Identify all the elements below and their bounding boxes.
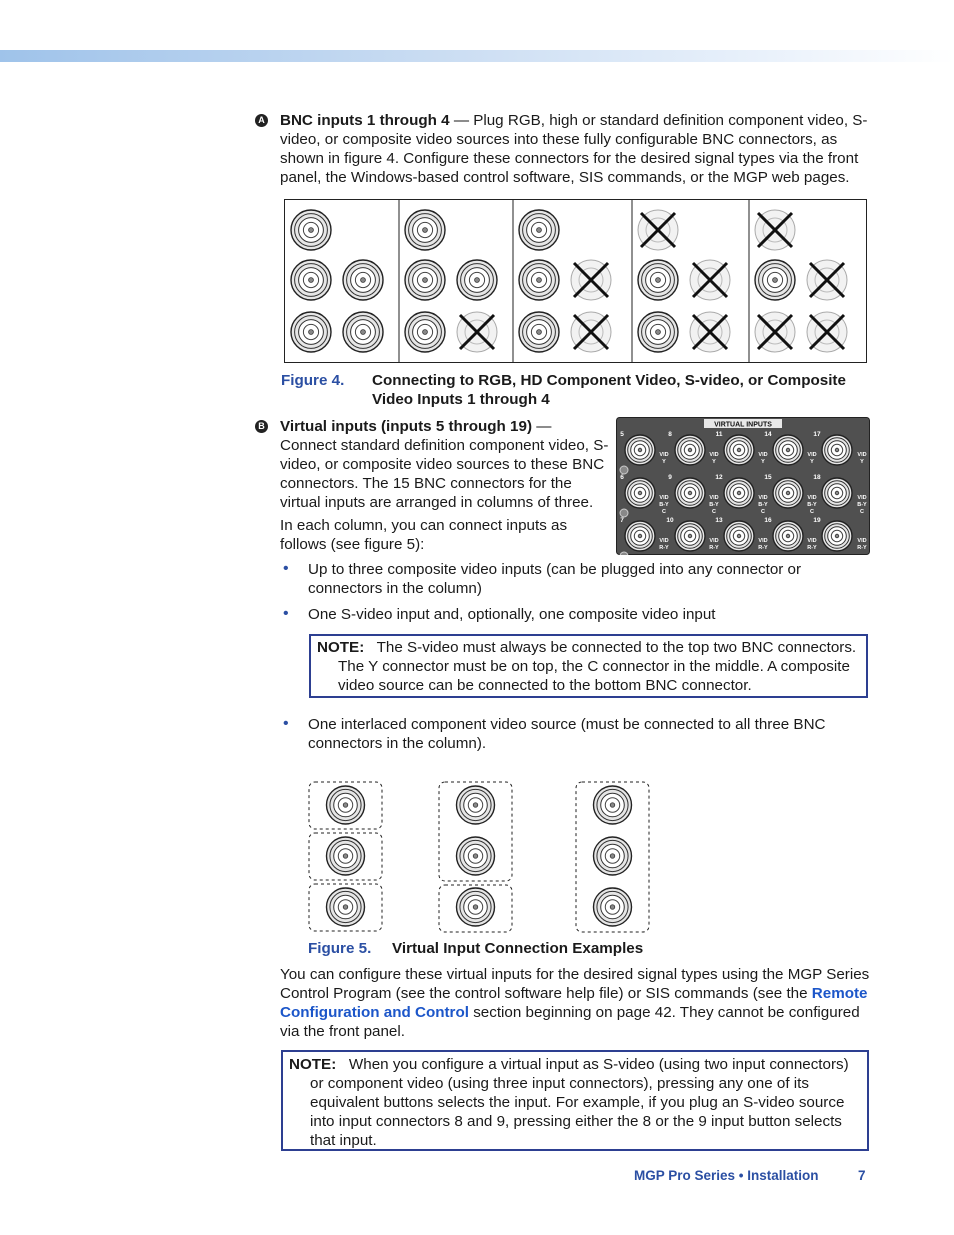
connector-label: VID <box>709 538 719 544</box>
bullet-dot: • <box>283 605 289 622</box>
bnc-connector-icon <box>594 837 632 875</box>
bnc-connector-icon <box>822 478 852 508</box>
unused-connector-x-icon <box>571 260 611 300</box>
input-number: 19 <box>813 517 821 524</box>
bullet-dot: • <box>283 715 289 732</box>
header-gradient-bar <box>0 50 954 62</box>
bnc-connector-icon <box>724 435 754 465</box>
bnc-connector-icon <box>675 435 705 465</box>
figure-4-diagram <box>284 199 867 363</box>
bnc-connector-icon <box>625 478 655 508</box>
connector-label: VID <box>857 452 867 458</box>
connector-label: VID <box>659 538 669 544</box>
input-number: 7 <box>620 517 624 524</box>
panel-screw <box>620 509 628 517</box>
figure-4-label: Figure 4. <box>281 372 345 389</box>
unused-connector-x-icon <box>807 260 847 300</box>
note-text: The S-video must always be connected to the top two BNC connectors. The Y connector must be on top, the C connector in the middle. A composite video source can be connected to the bottom BNC connector. <box>338 639 857 694</box>
input-number: 18 <box>813 474 821 481</box>
connector-label: B-Y <box>709 502 719 508</box>
figure-4-connectors <box>285 200 866 362</box>
bnc-connector-icon <box>519 312 559 352</box>
unused-connector-x-icon <box>571 312 611 352</box>
callout-b-marker: B <box>255 420 268 433</box>
panel-title: VIRTUAL INPUTS <box>714 421 772 429</box>
figure-5-caption: Virtual Input Connection Examples <box>392 940 644 957</box>
input-number: 8 <box>668 431 672 438</box>
connector-label: R-Y <box>758 545 768 551</box>
bnc-connector-icon <box>405 312 445 352</box>
unused-connector-x-icon <box>755 210 795 250</box>
connector-label: C <box>761 509 765 515</box>
input-number: 6 <box>620 474 624 481</box>
connector-label: C <box>712 509 716 515</box>
bnc-connector-icon <box>519 260 559 300</box>
input-number: 11 <box>715 431 723 438</box>
connector-label: VID <box>709 495 719 501</box>
section-b-dash: — <box>532 418 552 435</box>
unused-connector-x-icon <box>755 312 795 352</box>
unused-connector-x-icon <box>457 312 497 352</box>
connector-label: VID <box>857 538 867 544</box>
connector-label: VID <box>857 495 867 501</box>
bnc-connector-icon <box>405 210 445 250</box>
footer-title: MGP Pro Series • Installation <box>634 1168 819 1183</box>
virtual-inputs-panel <box>616 417 870 555</box>
bnc-connector-icon <box>638 312 678 352</box>
bnc-connector-icon <box>343 312 383 352</box>
bnc-connector-icon <box>327 837 365 875</box>
unused-connector-x-icon <box>807 312 847 352</box>
connector-label: B-Y <box>758 502 768 508</box>
bnc-connector-icon <box>822 435 852 465</box>
bnc-connector-icon <box>327 786 365 824</box>
panel-screw <box>620 466 628 474</box>
section-b-title: Virtual inputs (inputs 5 through 19) <box>280 418 533 435</box>
input-number: 16 <box>764 517 772 524</box>
bnc-connector-icon <box>519 210 559 250</box>
bnc-connector-icon <box>675 478 705 508</box>
bnc-connector-icon <box>291 260 331 300</box>
input-number: 13 <box>715 517 723 524</box>
bnc-connector-icon <box>457 888 495 926</box>
bnc-connector-icon <box>327 888 365 926</box>
section-a-paragraph <box>280 111 870 187</box>
bnc-connector-icon <box>675 521 705 551</box>
bnc-connector-icon <box>343 260 383 300</box>
figure-5-diagram <box>306 779 666 935</box>
bnc-connector-icon <box>291 312 331 352</box>
section-a-title: BNC inputs 1 through 4 <box>280 112 450 129</box>
connector-label: C <box>810 509 814 515</box>
connector-label: Y <box>761 459 765 465</box>
bnc-connector-icon <box>594 786 632 824</box>
connector-label: VID <box>758 495 768 501</box>
bnc-connector-icon <box>724 521 754 551</box>
bnc-connector-icon <box>625 521 655 551</box>
input-number: 10 <box>666 517 674 524</box>
input-number: 5 <box>620 431 624 438</box>
note-label: NOTE: <box>289 1056 337 1073</box>
figure-4-caption: Connecting to RGB, HD Component Video, S-video, or Composite Video Inputs 1 through 4 <box>372 372 846 408</box>
remote-config-link[interactable]: Remote Configuration and Control <box>280 985 868 1021</box>
connector-label: VID <box>807 495 817 501</box>
input-number: 15 <box>764 474 772 481</box>
bnc-connector-icon <box>638 260 678 300</box>
connector-label: Y <box>860 459 864 465</box>
connector-label: VID <box>659 452 669 458</box>
connector-label: R-Y <box>709 545 719 551</box>
callout-a-marker: A <box>255 114 268 127</box>
bnc-connector-icon <box>773 478 803 508</box>
virtual-config-paragraph <box>280 965 872 1041</box>
input-number: 14 <box>764 431 772 438</box>
bnc-connector-icon <box>457 260 497 300</box>
bullet-item-2: One S-video input and, optionally, one composite video input <box>308 606 716 623</box>
connector-label: B-Y <box>857 502 867 508</box>
note-label: NOTE: <box>317 639 365 656</box>
section-a-dash: — <box>449 112 474 129</box>
section-b-paragraph <box>280 417 614 512</box>
note-text: When you configure a virtual input as S-video (using two input connectors) or component video (using three input connectors), pressing any one of its equivalent buttons selects the input. For example, if you plug an S-video source into input connectors 8 and 9, pressing either the 8 or the 9 input button selects that input. <box>310 1056 849 1149</box>
connector-label: VID <box>807 538 817 544</box>
bnc-connector-icon <box>773 435 803 465</box>
unused-connector-x-icon <box>638 210 678 250</box>
unused-connector-x-icon <box>690 260 730 300</box>
paragraph-text: You can configure these virtual inputs for the desired signal types using the MGP Series Control Program (see the control software help file) or SIS commands (see the <box>280 966 870 1002</box>
page-number: 7 <box>858 1168 866 1183</box>
bnc-connector-icon <box>457 837 495 875</box>
connector-label: B-Y <box>807 502 817 508</box>
bnc-connector-icon <box>625 435 655 465</box>
unused-connector-x-icon <box>690 312 730 352</box>
section-a-text: Plug RGB, high or standard definition component video, S-video, or composite video sources into these fully configurable BNC connectors, as shown in figure 4. Configure these connectors for the desired signal types via the front panel, the Windows-based control software, SIS commands, or the MGP web pages. <box>280 112 868 186</box>
connector-label: R-Y <box>807 545 817 551</box>
connector-label: B-Y <box>659 502 669 508</box>
bnc-connector-icon <box>291 210 331 250</box>
bullet-dot: • <box>283 560 289 577</box>
connector-label: R-Y <box>857 545 867 551</box>
bnc-connector-icon <box>457 786 495 824</box>
bnc-connector-icon <box>405 260 445 300</box>
paragraph-text-end: section beginning on page 42. They cannot be configured via the front panel. <box>280 1004 860 1040</box>
connector-label: VID <box>758 538 768 544</box>
section-b-text: Connect standard definition component video, S-video, or composite video sources to these BNC connectors. The 15 BNC connectors for the virtual inputs are arranged in columns of three. <box>280 437 609 511</box>
connector-label: C <box>860 509 864 515</box>
bnc-connector-icon <box>724 478 754 508</box>
bnc-connector-icon <box>755 260 795 300</box>
connector-label: R-Y <box>659 545 669 551</box>
input-number: 12 <box>715 474 723 481</box>
connector-label: VID <box>758 452 768 458</box>
section-b-text2: In each column, you can connect inputs as follows (see figure 5): <box>280 517 568 553</box>
connector-label: Y <box>662 459 666 465</box>
note-box-virtual-input <box>281 1050 869 1151</box>
connector-label: C <box>662 509 666 515</box>
input-number: 9 <box>668 474 672 481</box>
connector-label: VID <box>807 452 817 458</box>
bnc-connector-icon <box>822 521 852 551</box>
note-box-svideo <box>309 634 868 698</box>
input-number: 17 <box>813 431 821 438</box>
bullet-item-3: One interlaced component video source (must be connected to all three BNC connectors in the column). <box>308 716 826 752</box>
bullet-item-1: Up to three composite video inputs (can be plugged into any connector or connectors in the column) <box>308 561 802 597</box>
connector-label: VID <box>709 452 719 458</box>
connector-label: Y <box>810 459 814 465</box>
connector-label: Y <box>712 459 716 465</box>
connector-label: VID <box>659 495 669 501</box>
figure-5-label: Figure 5. <box>308 940 372 957</box>
bnc-connector-icon <box>773 521 803 551</box>
bnc-connector-icon <box>594 888 632 926</box>
